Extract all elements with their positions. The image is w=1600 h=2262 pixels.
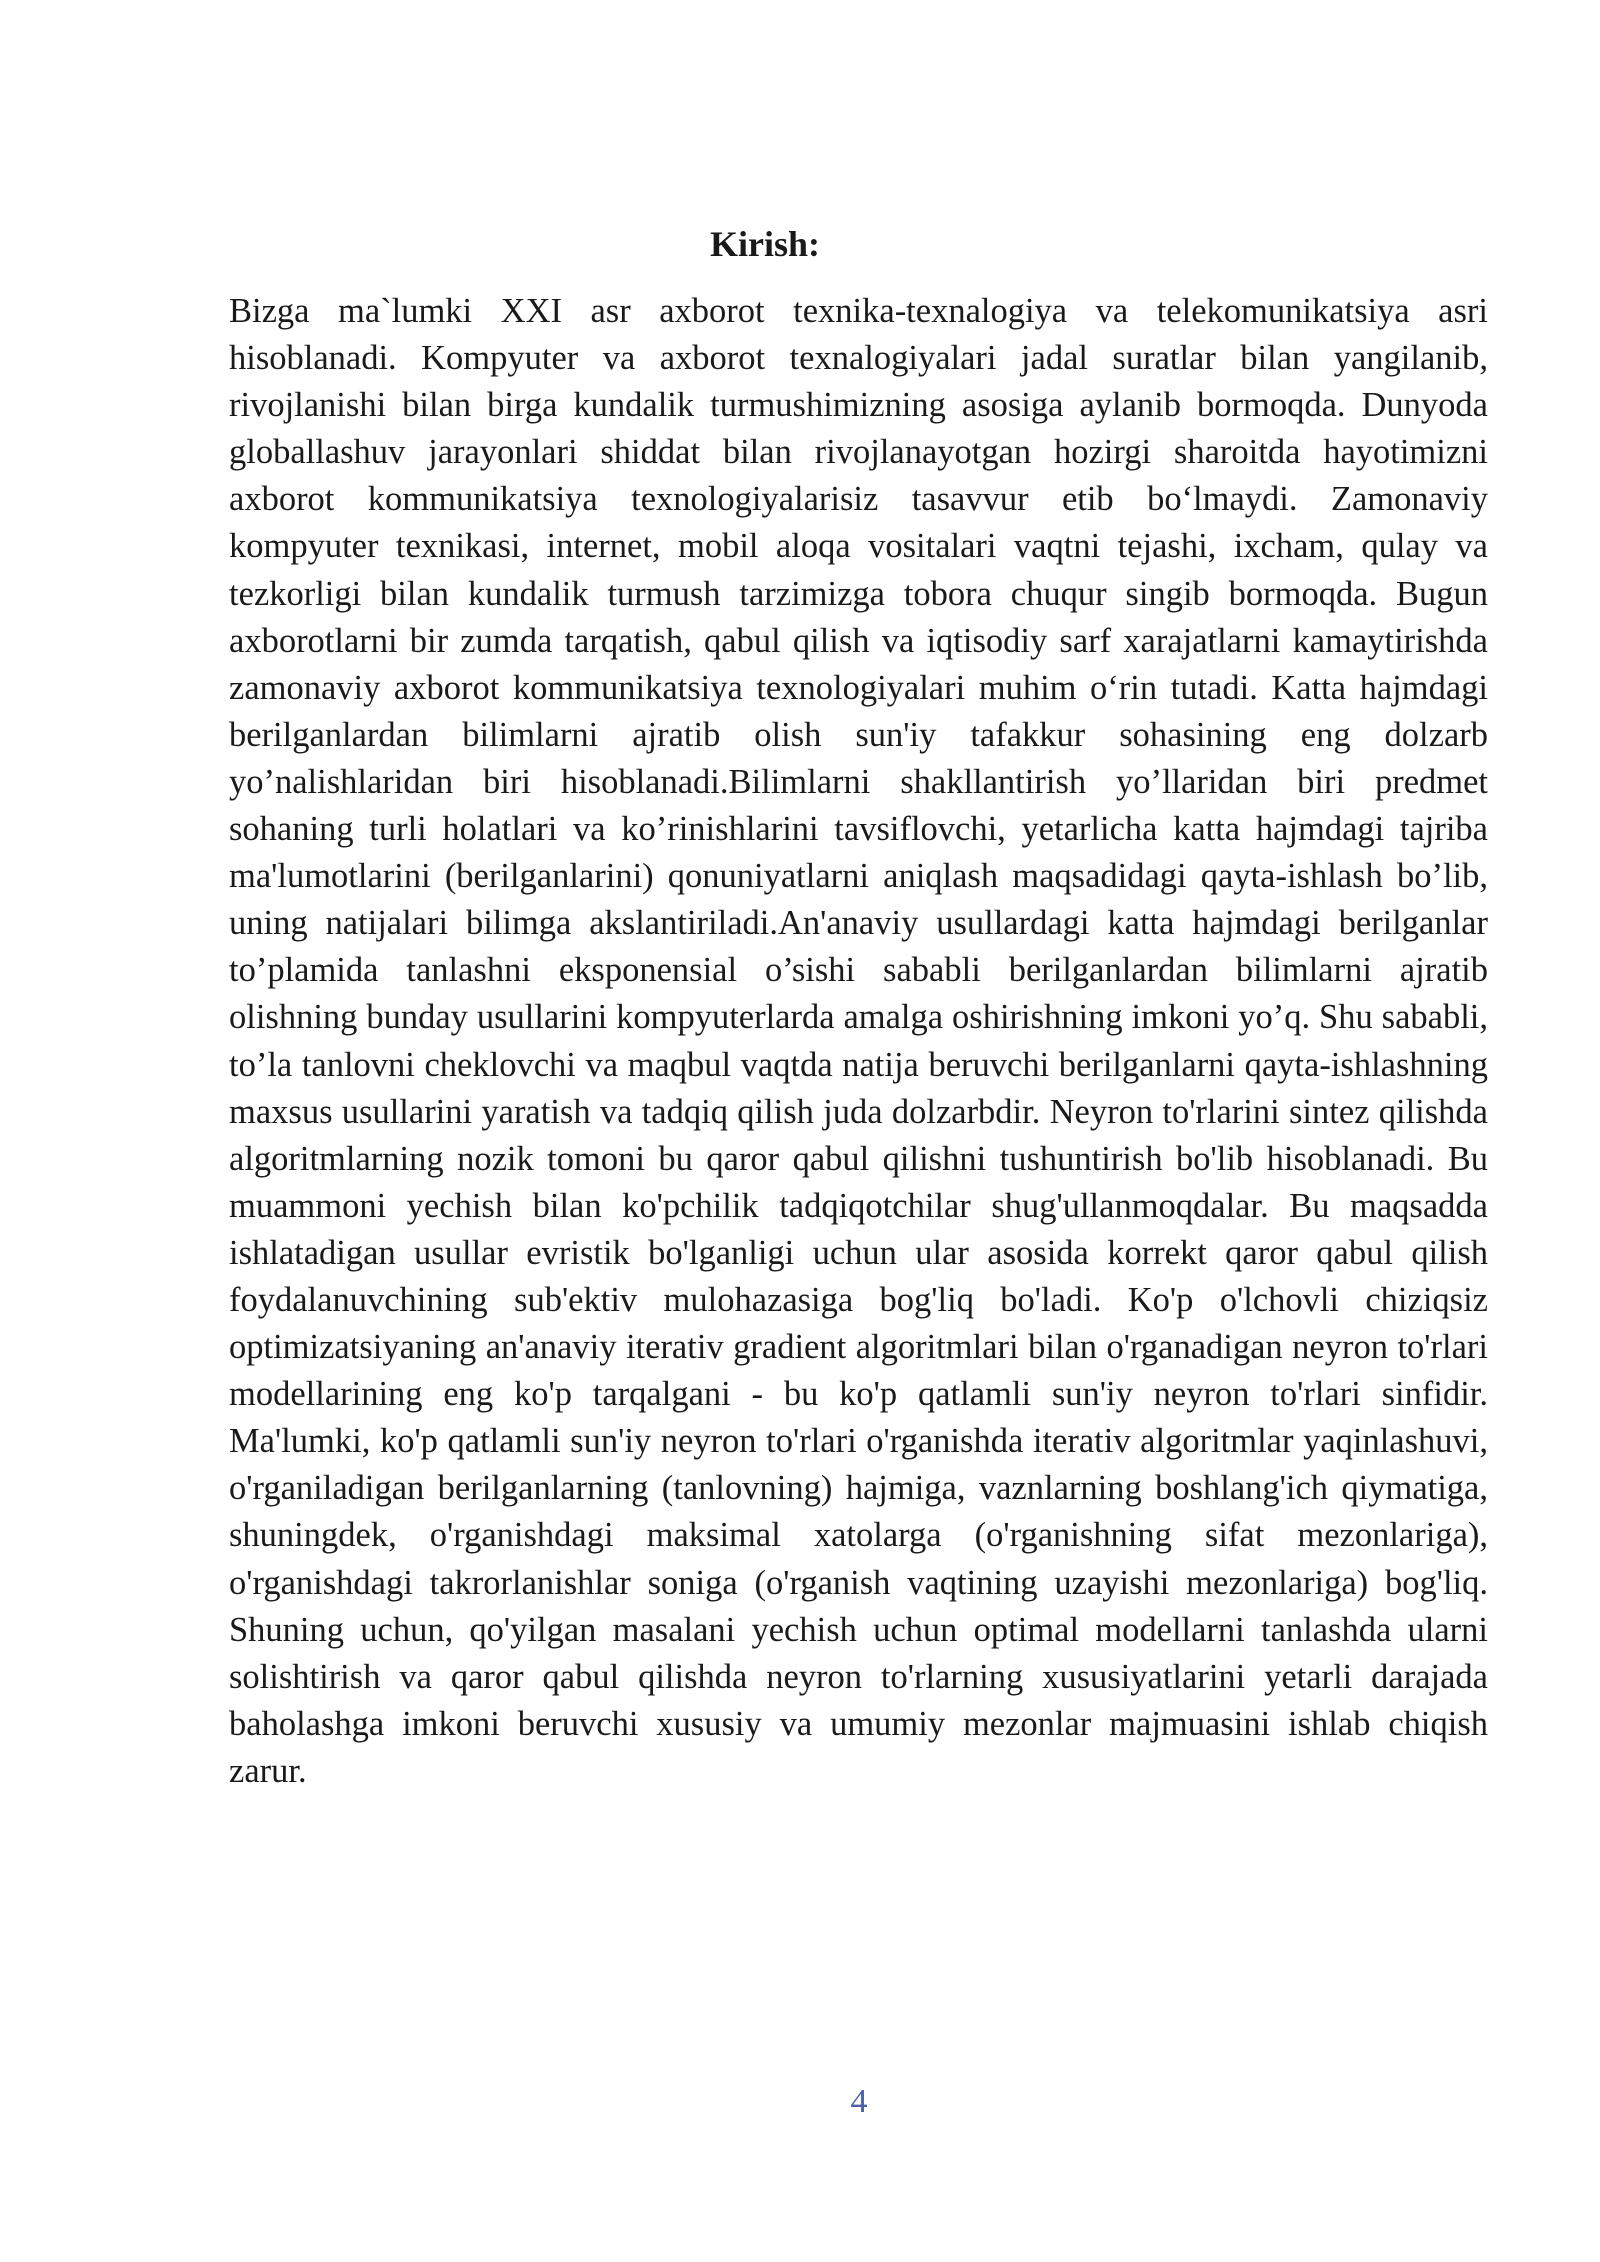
body-paragraph: Bizga ma`lumki XXI asr axborot texnika-texnalogiya va telekomunikatsiya asri hisoblanadi. Kompyuter va axborot texnalogiyalari jadal suratlar bilan yangilanib, rivojlanishi bilan birga kundalik turmushimizning asosiga aylanib bormoqda. Dunyoda globallashuv jarayonlari shiddat bilan rivojlanayotgan hozirgi sharoitda hayotimizni axborot kommunikatsiya texnologiyalarisiz tasavvur etib bo‘lmaydi. Zamonaviy kompyuter texnikasi, internet, mobil aloqa vositalari vaqtni tejashi, ixcham, qulay va tezkorligi bilan kundalik turmush tarzimizga tobora chuqur singib bormoqda. Bugun axborotlarni bir zumda tarqatish, qabul qilish va iqtisodiy sarf xarajatlarni kamaytirishda zamonaviy axborot kommunikatsiya texnologiyalari muhim o‘rin tutadi. Katta hajmdagi berilganlardan bilimlarni ajratib olish sun'iy tafakkur sohasining eng dolzarb yo’nalishlaridan biri hisoblanadi.Bilimlarni shakllantirish yo’llaridan biri predmet sohaning turli holatlari va ko’rinishlarini tavsiflovchi, yetarlicha katta hajmdagi tajriba ma'lumotlarini (berilganlarini) qonuniyatlarni aniqlash maqsadidagi qayta-ishlash bo’lib, uning natijalari bilimga akslantiriladi.An'anaviy usullardagi katta hajmdagi berilganlar to’plamida tanlashni eksponensial o’sishi sababli berilganlardan bilimlarni ajratib olishning bunday usullarini kompyuterlarda amalga oshirishning imkoni yo’q. Shu sababli, to’la tanlovni cheklovchi va maqbul vaqtda natija beruvchi berilganlarni qayta-ishlashning maxsus usullarini yaratish va tadqiq qilish juda dolzarbdir. Neyron to'rlarini sintez qilishda algoritmlarning nozik tomoni bu qaror qabul qilishni tushuntirish bo'lib hisoblanadi. Bu muammoni yechish bilan ko'pchilik tadqiqotchilar shug'ullanmoqdalar. Bu maqsadda ishlatadigan usullar evristik bo'lganligi uchun ular asosida korrekt qaror qabul qilish foydalanuvchining sub'ektiv mulohazasiga bog'liq bo'ladi. Ko'p o'lchovli chiziqsiz optimizatsiyaning an'anaviy iterativ gradient algoritmlari bilan o'rganadigan neyron to'rlari modellarining eng ko'p tarqalgani - bu ko'p qatlamli sun'iy neyron to'rlari sinfidir. Ma'lumki, ko'p qatlamli sun'iy neyron to'rlari o'rganishda iterativ algoritmlar yaqinlashuvi, o'rganiladigan berilganlarning (tanlovning) hajmiga, vaznlarning boshlang'ich qiymatiga, shuningdek, o'rganishdagi maksimal xatolarga (o'rganishning sifat mezonlariga), o'rganishdagi takrorlanishlar soniga (o'rganish vaqtining uzayishi mezonlariga) bog'liq. Shuning uchun, qo'yilgan masalani yechish uchun optimal modellarni tanlashda ularni solishtirish va qaror qabul qilishda neyron to'rlarning xususiyatlarini yetarli darajada baholashga imkoni beruvchi xususiy va umumiy mezonlar majmuasini ishlab chiqish zarur. xyxy=(229,292,1488,1790)
page-number: 4 xyxy=(850,2083,868,2120)
page-title: Kirish: xyxy=(709,224,820,264)
